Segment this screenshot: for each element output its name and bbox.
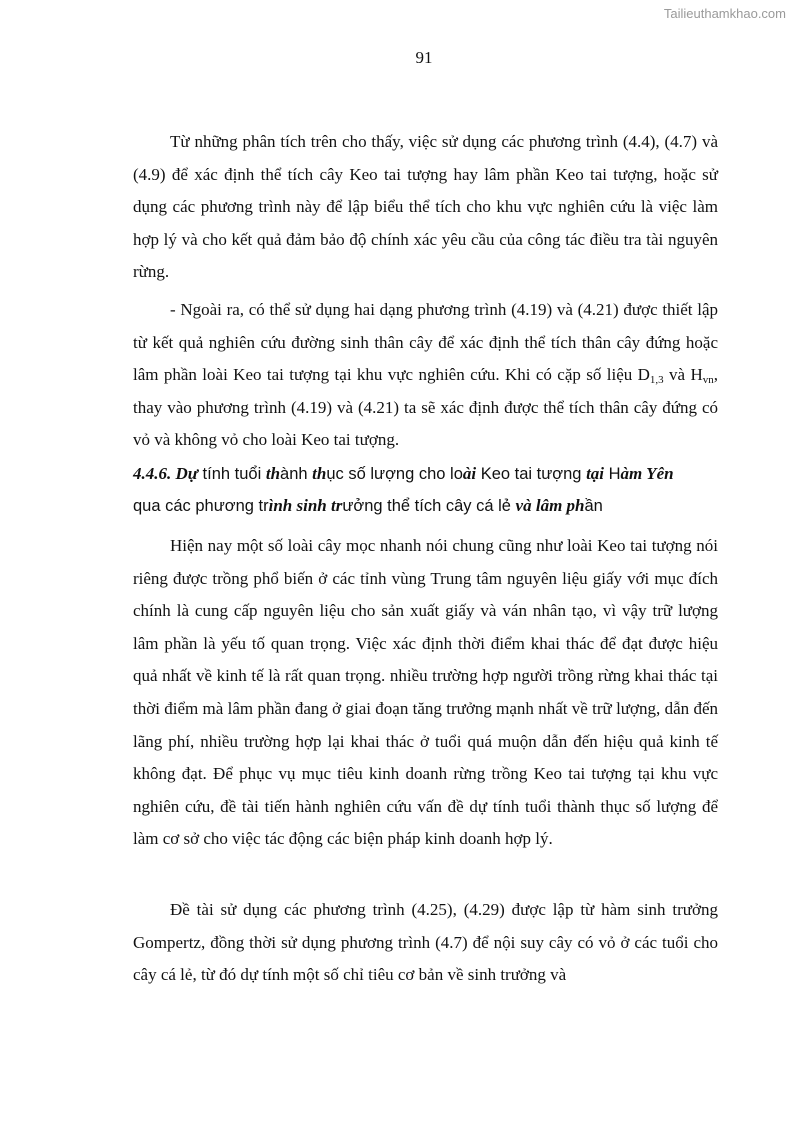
heading-seg: th xyxy=(312,464,327,483)
paragraph-2 xyxy=(133,294,718,457)
heading-seg: ài xyxy=(462,464,477,483)
heading-seg: Dự xyxy=(175,464,198,483)
section-heading-line-1 xyxy=(133,458,733,491)
heading-seg: qua các phương tr xyxy=(133,497,269,515)
paragraph-4: Đề tài sử dụng các phương trình (4.25), (4.29) được lập từ hàm sinh trưởng Gompertz, đồng thời sử dụng phương trình (4.7) để nội suy cây có vỏ ở các tuổi cho cây cá lẻ, từ đó dự tính một số chỉ tiêu cơ bản về sinh trưởng và xyxy=(133,900,718,985)
heading-seg: àm Yên xyxy=(620,464,674,483)
heading-seg: ưởng thể tích cây cá lẻ xyxy=(342,497,516,515)
heading-seg: tại xyxy=(586,464,605,483)
heading-seg: Keo tai tượng xyxy=(476,465,587,483)
hvn-subscript: vn xyxy=(702,374,714,387)
page-number: 91 xyxy=(415,48,433,67)
heading-seg: ục số lượng cho lo xyxy=(326,465,463,483)
paragraph-2-text-c: , thay vào phương trình (4.19) và (4.21) ta sẽ xác định được thể tích thân cây đứng có vỏ và không vỏ cho loài Keo tai tượng. xyxy=(133,365,718,450)
watermark: Tailieuthamkhao.com xyxy=(663,6,786,21)
paragraph-3: Hiện nay một số loài cây mọc nhanh nói chung cũng như loài Keo tai tượng nói riêng được trồng phổ biến ở các tỉnh vùng Trung tâm nguyên liệu giấy với mục đích chính là cung cấp nguyên liệu cho sản xuất giấy và ván nhân tạo, vì vậy trữ lượng lâm phần là yếu tố quan trọng. Việc xác định thời điểm khai thác để đạt được hiệu quả nhất về kinh tế là rất quan trọng. nhiều trường hợp người trồng rừng khai thác tại thời điểm mà lâm phần đang ở giai đoạn tăng trưởng mạnh nhất về trữ lượng, dẫn đến lãng phí, nhiều trường hợp lại khai thác ở tuổi quá muộn dẫn đến hiệu quả kinh tế không đạt. Để phục vụ mục tiêu kinh doanh rừng trồng Keo tai tượng tại khu vực nghiên cứu, đề tài tiến hành nghiên cứu vấn đề dự tính tuổi thành thục số lượng để làm cơ sở cho việc tác động các biện pháp kinh doanh hợp lý. xyxy=(133,536,718,849)
paragraph-2-text-b: và H xyxy=(663,365,703,385)
heading-seg: th xyxy=(265,464,281,483)
heading-seg: H xyxy=(604,465,621,483)
heading-seg: 4.4.6. xyxy=(133,464,176,483)
heading-seg: tính tuổi xyxy=(197,465,266,483)
paragraph-1: Từ những phân tích trên cho thấy, việc sử dụng các phương trình (4.4), (4.7) và (4.9) để xác định thể tích cây Keo tai tượng hay lâm phần Keo tai tượng, hoặc sử dụng các phương trình này để lập biểu thể tích cho khu vực nghiên cứu là việc làm hợp lý và cho kết quả đảm bảo độ chính xác yêu cầu của công tác điều tra tài nguyên rừng. xyxy=(133,132,718,282)
d13-subscript: 1,3 xyxy=(649,374,664,387)
heading-seg: ần xyxy=(584,497,603,515)
paragraph-2-text-a: - Ngoài ra, có thể sử dụng hai dạng phương trình (4.19) và (4.21) được thiết lập từ kết quả nghiên cứu đường sinh thân cây để xác định thể tích thân cây đứng hoặc lâm phần loài Keo tai tượng tại khu vực nghiên cứu. Khi có cặp số liệu D xyxy=(133,300,718,385)
heading-seg: và lâm ph xyxy=(515,496,585,515)
section-heading-line-2 xyxy=(133,490,733,523)
heading-seg: ình sinh tr xyxy=(268,496,343,515)
heading-seg: ành xyxy=(280,465,313,483)
